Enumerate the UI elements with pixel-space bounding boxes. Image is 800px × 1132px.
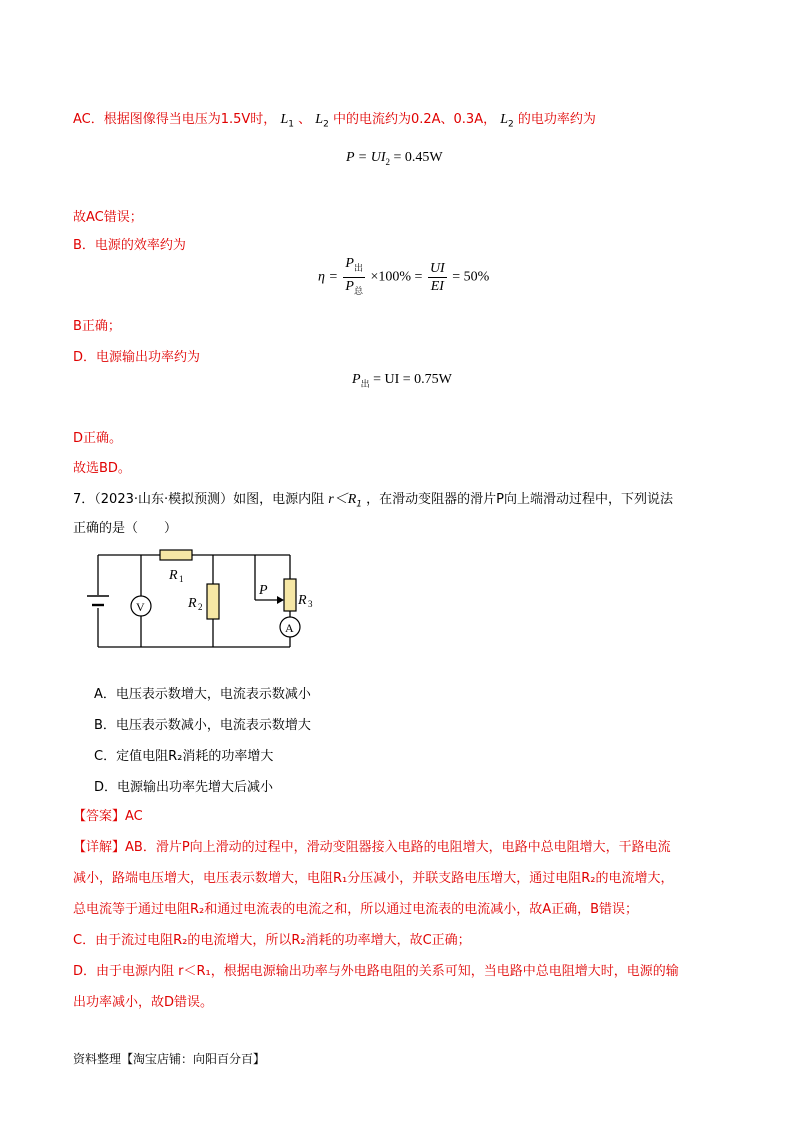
question-7-line2: 正确的是（ ）: [73, 521, 178, 536]
r3-label: R: [298, 593, 307, 608]
formula-power-l2: $P = UI_2 = 0.45W$: [346, 150, 443, 167]
detail-line-5: D．由于电源内阻 r＜R₁，根据电源输出功率与外电路电阻的关系可知，当电路中总电阻增大时，电源的输: [73, 964, 679, 979]
analysis-d: D．电源输出功率约为: [73, 350, 201, 365]
option-b: B．电压表示数减小，电流表示数增大: [94, 718, 311, 733]
detail-line-2: 减小，路端电压增大，电压表示数增大，电阻R₁分压减小，并联支路电压增大，通过电阻R₂的电流增大，: [73, 871, 674, 886]
option-d: D．电源输出功率先增大后减小: [94, 780, 274, 795]
detail-line-6: 出功率减小，故D错误。: [73, 995, 214, 1010]
formula-efficiency: η = $\frac{P_出}{P_总}$ ×100% = $\frac{UI}{EI}$ = 50%: [318, 256, 489, 299]
battery: [87, 596, 109, 605]
analysis-b: B．电源的效率约为: [73, 238, 186, 253]
r1-label: R: [169, 568, 178, 583]
detail-line-3: 总电流等于通过电阻R₂和通过电流表的电流之和，所以通过电流表的电流减小，故A正确，B错误；: [73, 902, 639, 917]
answer-value: AC: [125, 809, 143, 824]
conclusion-b: B正确；: [73, 319, 121, 334]
answer-line: [73, 805, 143, 824]
fraction-ui-ei: $\frac{UI}{EI}$: [429, 260, 445, 294]
detail-line-4: C．由于流过电阻R₂的电流增大，所以R₂消耗的功率增大，故C正确；: [73, 933, 471, 948]
analysis-ac-suffix: 的电功率约为: [517, 112, 596, 127]
resistor-r1: [160, 550, 192, 560]
separator: 、: [298, 112, 312, 127]
resistor-r2: [207, 584, 219, 619]
slider-arrow: [277, 596, 284, 604]
r1-sub: 1: [179, 574, 184, 584]
detail-line-1: 【详解】AB．滑片P向上滑动的过程中，滑动变阻器接入电路的电阻增大，电路中总电阻增大，干路电流: [73, 840, 671, 855]
fraction-power: $\frac{P_出}{P_总}$: [345, 256, 363, 296]
p-label: P: [259, 583, 268, 598]
analysis-ac-prefix: AC．根据图像得当电压为1.5V时，: [73, 112, 277, 127]
conclusion-d: D正确。: [73, 431, 123, 446]
formula-output-power: $P_出$ = UI = 0.75W: [352, 372, 452, 389]
final-choice: 故选BD。: [73, 461, 131, 476]
l2-symbol-b: $L_2$: [500, 112, 514, 130]
r2-sub: 2: [198, 602, 203, 612]
ammeter-label: A: [285, 621, 294, 635]
voltmeter-label: V: [136, 600, 145, 614]
l2-symbol: $L_2$: [315, 112, 329, 130]
detail-tag: 【详解】: [73, 840, 126, 855]
l1-symbol: $L_1$: [280, 112, 294, 130]
analysis-ac-mid: 中的电流约为0.2A、0.3A，: [332, 112, 497, 127]
option-c: C．定值电阻R₂消耗的功率增大: [94, 749, 274, 764]
analysis-ac-line: [73, 108, 596, 130]
question-7-line1: 7．（2023·山东·模拟预测）如图，电源内阻 $r<R_1$ ，在滑动变阻器的滑片P向上端滑动过程中，下列说法: [73, 492, 673, 510]
conclusion-ac: 故AC错误；: [73, 210, 143, 225]
circuit-diagram: [85, 543, 335, 658]
option-a: A．电压表示数增大，电流表示数减小: [94, 687, 311, 702]
answer-tag: 【答案】: [73, 809, 126, 824]
r2-label: R: [188, 596, 197, 611]
rheostat-r3: [284, 579, 296, 611]
r3-sub: 3: [308, 599, 313, 609]
page-footer: 资料整理【淘宝店铺：向阳百分百】: [73, 1052, 266, 1066]
